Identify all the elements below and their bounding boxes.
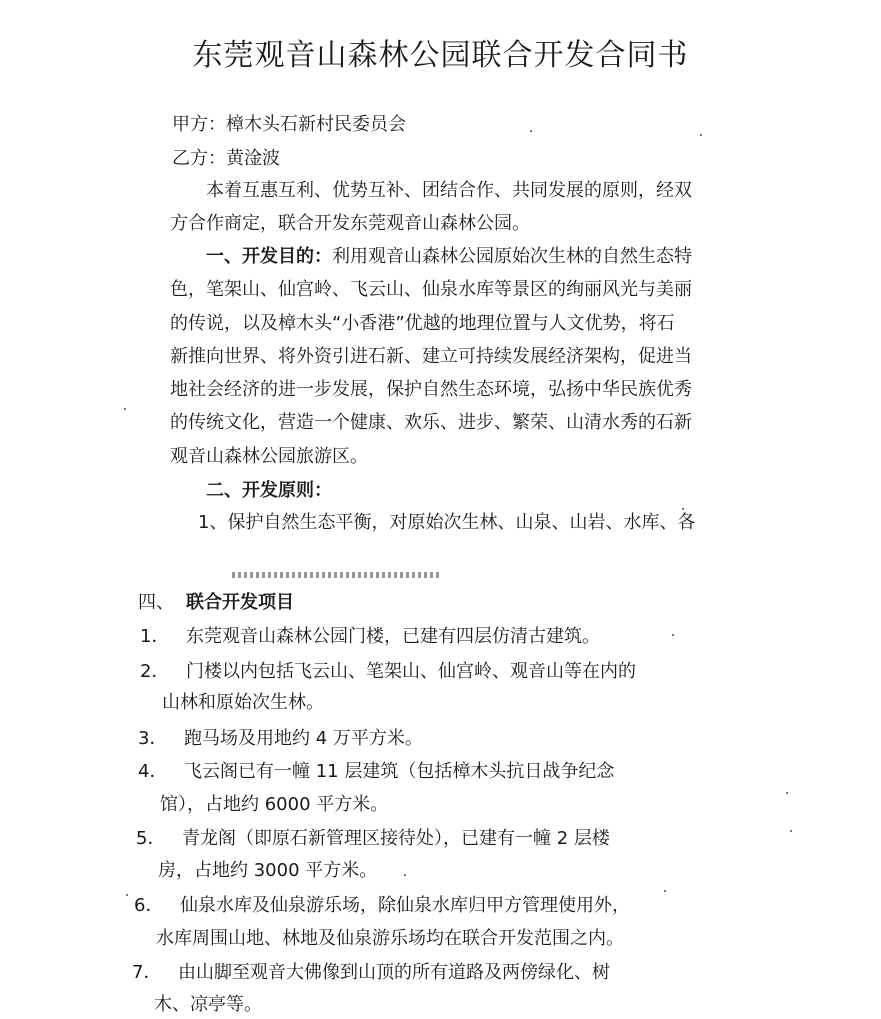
purpose-first-text: 利用观音山森林公园原始次生林的自然生态特 (332, 246, 692, 267)
project-item (136, 828, 610, 850)
projects-heading (138, 592, 294, 614)
project-item-number: 7． (132, 962, 162, 983)
principles-item-1: 1、保护自然生态平衡，对原始次生林、山泉、山岩、水库、各 (198, 512, 696, 533)
scan-speck (664, 890, 666, 892)
project-item (134, 895, 630, 917)
party-a: 甲方：樟木头石新村民委员会 (172, 114, 406, 135)
scan-speck (786, 792, 788, 794)
principles-heading: 二、开发原则： (206, 480, 332, 501)
project-item-number: 2． (140, 661, 170, 682)
project-item-number: 3． (138, 728, 168, 749)
party-b: 乙方：黄淦波 (172, 148, 280, 169)
project-item-text: 仙泉水库及仙泉游乐场，除仙泉水库归甲方管理使用外， (180, 895, 630, 916)
project-item (138, 761, 614, 783)
purpose-line: 地社会经济的进一步发展，保护自然生态环境，弘扬中华民族优秀 (170, 379, 692, 400)
purpose-line: 色，笔架山、仙宫岭、飞云山、仙泉水库等景区的绚丽风光与美丽 (170, 279, 692, 300)
projects-heading-text: 联合开发项目 (186, 592, 294, 613)
project-item-number: 5． (136, 828, 166, 849)
cropped-text-fragment (232, 566, 442, 578)
project-item (140, 626, 600, 648)
project-item (132, 962, 610, 984)
purpose-first-line (206, 246, 692, 268)
page-title: 东莞观音山森林公园联合开发合同书 (192, 38, 689, 73)
intro-line-2: 方合作商定，联合开发东莞观音山森林公园。 (170, 213, 530, 234)
project-item-continuation: 木、凉亭等。 (154, 994, 262, 1015)
project-item-text: 跑马场及用地约 4 万平方米。 (184, 728, 423, 749)
scan-speck (790, 830, 792, 832)
intro-line-1: 本着互惠互利、优势互补、团结合作、共同发展的原则，经双 (206, 180, 692, 201)
project-item-number: 1． (140, 626, 170, 647)
project-item-text: 由山脚至观音大佛像到山顶的所有道路及两傍绿化、树 (178, 962, 610, 983)
project-item-number: 6． (134, 895, 164, 916)
scan-speck (530, 130, 532, 132)
project-item-number: 4． (138, 761, 168, 782)
project-item-continuation: 山林和原始次生林。 (162, 692, 324, 713)
project-item-text: 东莞观音山森林公园门楼，已建有四层仿清古建筑。 (186, 626, 600, 647)
purpose-line: 观音山森林公园旅游区。 (170, 446, 368, 467)
project-item (140, 661, 636, 683)
scan-speck (126, 894, 128, 896)
purpose-line: 新推向世界、将外资引进石新、建立可持续发展经济架构，促进当 (170, 346, 692, 367)
scan-speck (124, 408, 126, 410)
scan-speck (700, 134, 702, 136)
project-item-text: 飞云阁已有一幢 11 层建筑（包括樟木头抗日战争纪念 (184, 761, 615, 782)
project-item-text: 门楼以内包括飞云山、笔架山、仙宫岭、观音山等在内的 (186, 661, 636, 682)
project-item-continuation: 房，占地约 3000 平方米。 (158, 860, 378, 881)
purpose-heading: 一、开发目的： (206, 246, 332, 267)
scan-speck (682, 508, 684, 510)
purpose-line: 的传说，以及樟木头“小香港”优越的地理位置与人文优势，将石 (170, 313, 675, 334)
project-item (138, 728, 423, 750)
scan-speck (404, 874, 406, 876)
purpose-line: 的传统文化，营造一个健康、欢乐、进步、繁荣、山清水秀的石新 (170, 412, 692, 433)
project-item-continuation: 水库周围山地、林地及仙泉游乐场均在联合开发范围之内。 (156, 928, 624, 949)
projects-heading-number: 四、 (138, 592, 174, 613)
project-item-text: 青龙阁（即原石新管理区接待处），已建有一幢 2 层楼 (182, 828, 610, 849)
project-item-continuation: 馆），占地约 6000 平方米。 (160, 794, 389, 815)
scan-speck (672, 634, 674, 636)
